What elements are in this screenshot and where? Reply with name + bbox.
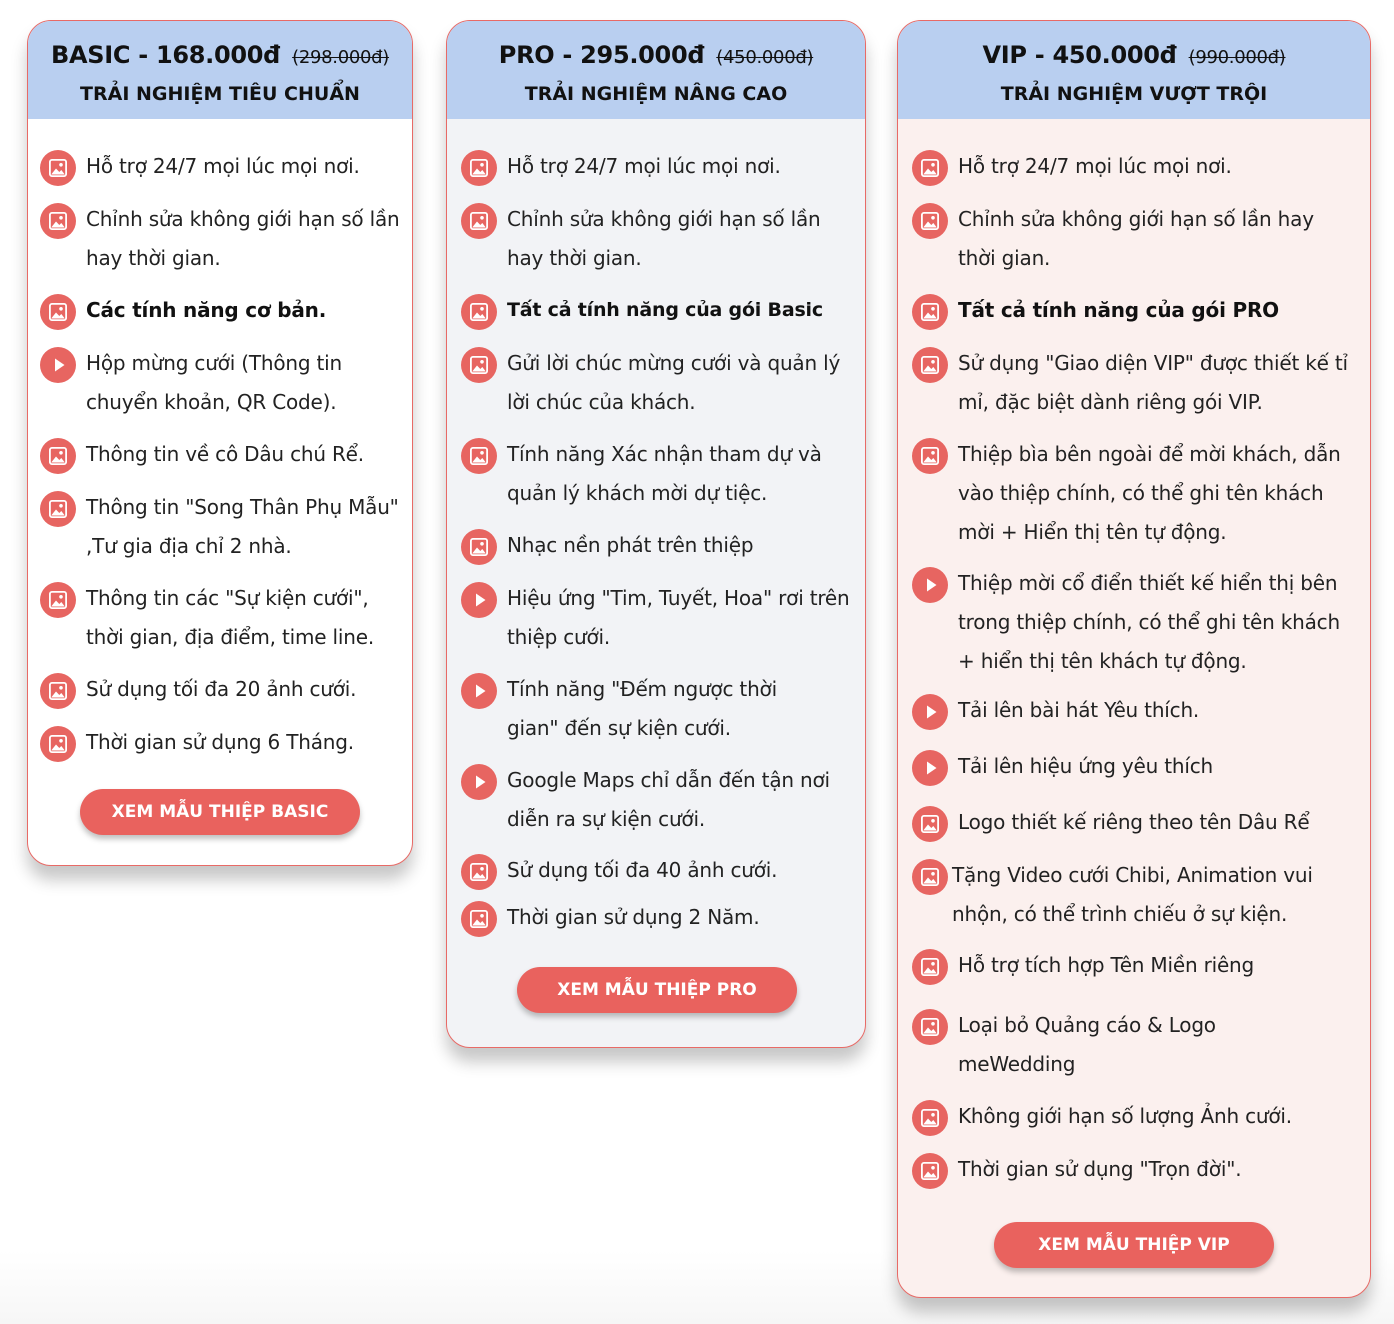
feature-text: Chỉnh sửa không giới hạn số lần hay thời gian. [86,207,400,270]
feature-item [40,149,410,186]
view-basic-template-button[interactable]: XEM MẪU THIỆP BASIC [80,789,360,835]
image-icon [461,438,497,474]
feature-text: Loại bỏ Quảng cáo & Logo meWedding [958,1013,1216,1076]
image-icon [40,294,76,330]
image-icon [40,203,76,239]
view-pro-template-button[interactable]: XEM MẪU THIỆP PRO [517,967,797,1013]
image-icon [912,1009,948,1045]
feature-item [912,1099,1356,1136]
feature-text: Các tính năng cơ bản. [86,298,327,322]
feature-item [912,346,1356,422]
old-price: (450.000đ) [716,47,814,68]
feature-item [912,566,1356,681]
plan-subtitle: TRẢI NGHIỆM NÂNG CAO [524,83,788,105]
feature-text: Tải lên hiệu ứng yêu thích [958,754,1213,778]
image-icon [912,1153,948,1189]
feature-text: Thời gian sử dụng 2 Năm. [507,905,760,929]
image-icon [912,806,948,842]
plan-title [447,41,865,69]
feature-item [40,725,410,762]
plan-title [898,41,1370,69]
feature-text: Hỗ trợ tích hợp Tên Miền riêng [958,953,1255,977]
card-header [898,21,1370,119]
feature-text: Hộp mừng cưới (Thông tin chuyển khoản, QR Code). [86,351,342,414]
feature-item [912,149,1352,186]
feature-item [912,437,1356,552]
feature-text: Gửi lời chúc mừng cưới và quản lý lời chúc của khách. [507,351,841,414]
feature-text: Thông tin "Song Thân Phụ Mẫu" ,Tư gia địa chỉ 2 nhà. [86,495,399,558]
feature-item [40,672,410,709]
feature-text: Thiệp bìa bên ngoài để mời khách, dẫn vào thiệp chính, có thể ghi tên khách mời + Hiển thị tên tự động. [958,442,1341,544]
feature-text: Hiệu ứng "Tim, Tuyết, Hoa" rơi trên thiệp cưới. [507,586,850,649]
feature-item [461,900,851,937]
feature-text: Tải lên bài hát Yêu thích. [958,698,1200,722]
feature-item [461,346,851,422]
feature-item [40,202,410,278]
old-price: (990.000đ) [1188,47,1286,68]
feature-text: Thiệp mời cổ điển thiết kế hiển thị bên trong thiệp chính, có thể ghi tên khách + hiển thị tên khách tự động. [958,571,1340,673]
play-icon [461,673,497,709]
view-vip-template-button[interactable]: XEM MẪU THIỆP VIP [994,1222,1274,1268]
image-icon [912,294,948,330]
image-icon [40,726,76,762]
feature-text: Nhạc nền phát trên thiệp [507,533,754,557]
play-icon [912,750,948,786]
feature-item [40,293,410,330]
pricing-card-vip [897,20,1371,1298]
feature-item [912,1152,1356,1189]
image-icon [912,1100,948,1136]
feature-text: Chỉnh sửa không giới hạn số lần hay thời gian. [507,207,821,270]
feature-item [461,437,851,513]
feature-item [40,581,410,657]
feature-text: Tặng Video cưới Chibi, Animation vui nhộn, có thể trình chiếu ở sự kiện. [952,863,1313,926]
feature-text: Logo thiết kế riêng theo tên Dâu Rể [958,810,1310,834]
plan-price: BASIC - 168.000đ [50,41,281,69]
feature-item [40,437,410,474]
feature-item [40,346,410,422]
plan-title [28,41,412,69]
feature-text: Thời gian sử dụng 6 Tháng. [86,730,354,754]
image-icon [40,438,76,474]
feature-item [912,749,1356,786]
feature-text: Google Maps chỉ dẫn đến tận nơi diễn ra sự kiện cưới. [507,768,830,831]
feature-item [461,763,851,839]
feature-item [912,693,1356,730]
image-icon [461,294,497,330]
image-icon [40,491,76,527]
feature-item [40,490,410,566]
image-icon [461,347,497,383]
feature-text: Thông tin về cô Dâu chú Rể. [86,442,364,466]
plan-price: PRO - 295.000đ [498,41,705,69]
image-icon [912,203,948,239]
feature-text: Sử dụng tối đa 20 ảnh cưới. [86,677,357,701]
feature-text: Chỉnh sửa không giới hạn số lần hay thời gian. [958,207,1314,270]
image-icon [461,854,497,890]
feature-text: Thông tin các "Sự kiện cưới", thời gian, địa điểm, time line. [86,586,374,649]
feature-item [912,1008,1262,1084]
card-header [447,21,865,119]
feature-text: Hỗ trợ 24/7 mọi lúc mọi nơi. [507,154,781,178]
image-icon [461,529,497,565]
feature-text: Tất cả tính năng của gói PRO [958,298,1279,322]
pricing-card-pro [446,20,866,1048]
image-icon [912,347,948,383]
feature-item [461,853,851,890]
image-icon [461,203,497,239]
feature-item [461,293,865,330]
feature-text: Hỗ trợ 24/7 mọi lúc mọi nơi. [958,154,1232,178]
feature-item [912,858,1364,934]
feature-text: Thời gian sử dụng "Trọn đời". [958,1157,1242,1181]
feature-item [912,805,1356,842]
feature-text: Sử dụng "Giao diện VIP" được thiết kế tỉ mỉ, đặc biệt dành riêng gói VIP. [958,351,1348,414]
image-icon [461,150,497,186]
image-icon [40,150,76,186]
feature-text: Tất cả tính năng của gói Basic [507,299,823,321]
feature-item [461,581,851,657]
play-icon [912,694,948,730]
feature-item [912,202,1332,278]
feature-text: Tính năng "Đếm ngược thời gian" đến sự kiện cưới. [507,677,777,740]
feature-text: Sử dụng tối đa 40 ảnh cưới. [507,858,778,882]
feature-text: Không giới hạn số lượng Ảnh cưới. [958,1104,1292,1128]
image-icon [912,438,948,474]
feature-item [461,202,831,278]
image-icon [40,673,76,709]
feature-item [461,672,831,748]
card-header [28,21,412,119]
feature-item [461,528,851,565]
feature-text: Tính năng Xác nhận tham dự và quản lý khách mời dự tiệc. [507,442,822,505]
plan-subtitle: TRẢI NGHIỆM VƯỢT TRỘI [1000,83,1268,105]
old-price: (298.000đ) [292,47,390,68]
feature-item [461,149,861,186]
play-icon [461,764,497,800]
image-icon [912,859,948,895]
feature-item [912,293,1352,330]
play-icon [912,567,948,603]
image-icon [461,901,497,937]
plan-subtitle: TRẢI NGHIỆM TIÊU CHUẨN [80,83,360,105]
feature-item [912,948,1356,985]
play-icon [40,347,76,383]
pricing-card-basic [27,20,413,866]
play-icon [461,582,497,618]
image-icon [912,949,948,985]
image-icon [40,582,76,618]
plan-price: VIP - 450.000đ [982,41,1177,69]
feature-text: Hỗ trợ 24/7 mọi lúc mọi nơi. [86,154,360,178]
image-icon [912,150,948,186]
